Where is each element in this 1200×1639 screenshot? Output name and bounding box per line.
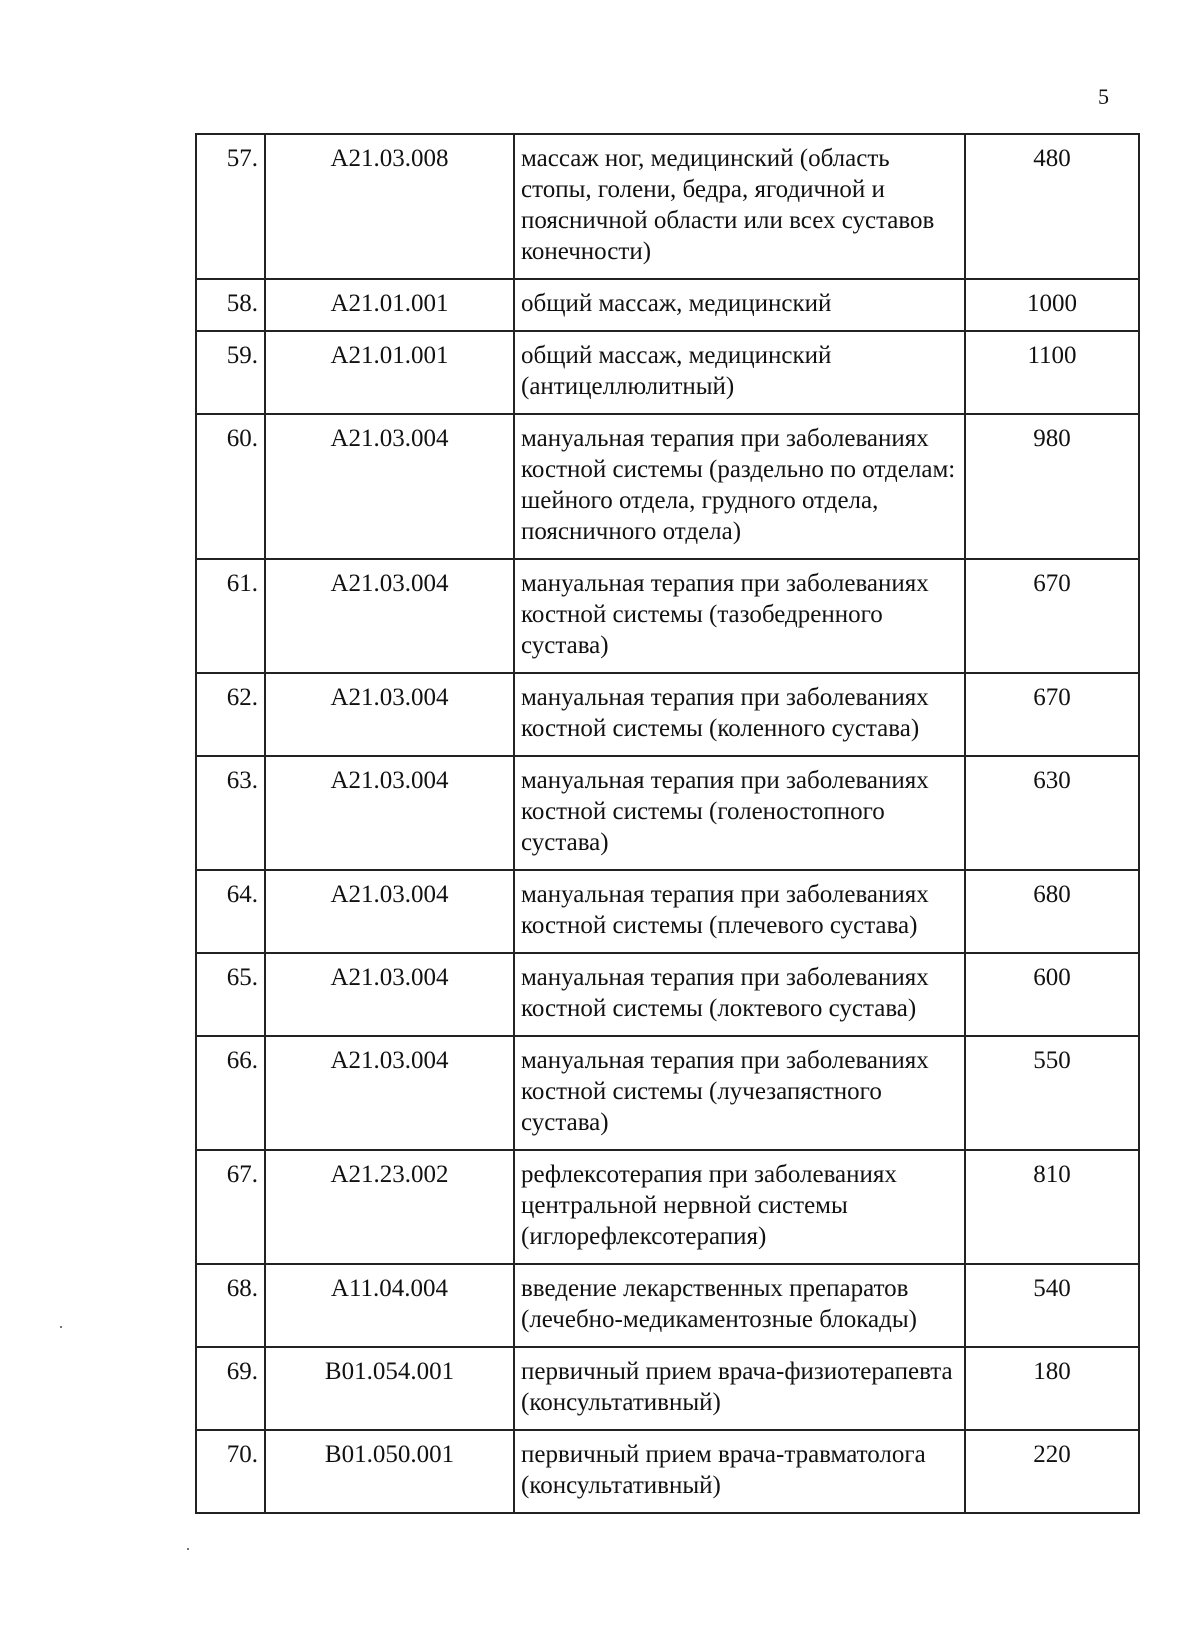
service-description: мануальная терапия при заболеваниях костной системы (коленного сустава) <box>514 673 965 756</box>
service-code: A21.03.004 <box>265 673 514 756</box>
table-row <box>196 134 1139 279</box>
table-row <box>196 279 1139 331</box>
service-price: 600 <box>965 953 1139 1036</box>
service-description: мануальная терапия при заболеваниях костной системы (локтевого сустава) <box>514 953 965 1036</box>
row-number: 59. <box>196 331 265 414</box>
service-price: 670 <box>965 673 1139 756</box>
service-price: 220 <box>965 1430 1139 1513</box>
table-row <box>196 1347 1139 1430</box>
service-description: первичный прием врача-физиотерапевта (консультативный) <box>514 1347 965 1430</box>
service-price: 540 <box>965 1264 1139 1347</box>
service-price: 180 <box>965 1347 1139 1430</box>
service-description: мануальная терапия при заболеваниях костной системы (лучезапястного сустава) <box>514 1036 965 1150</box>
row-number: 65. <box>196 953 265 1036</box>
service-description: общий массаж, медицинский <box>514 279 965 331</box>
scan-speck <box>187 1548 189 1550</box>
table-row <box>196 756 1139 870</box>
row-number: 57. <box>196 134 265 279</box>
service-code: A21.03.004 <box>265 870 514 953</box>
service-code: A21.03.004 <box>265 414 514 559</box>
row-number: 62. <box>196 673 265 756</box>
service-code: B01.050.001 <box>265 1430 514 1513</box>
row-number: 70. <box>196 1430 265 1513</box>
table-row <box>196 953 1139 1036</box>
service-code: B01.054.001 <box>265 1347 514 1430</box>
row-number: 68. <box>196 1264 265 1347</box>
table-row <box>196 1430 1139 1513</box>
row-number: 60. <box>196 414 265 559</box>
service-code: A21.03.004 <box>265 953 514 1036</box>
table-row <box>196 414 1139 559</box>
service-code: A21.03.004 <box>265 1036 514 1150</box>
service-code: A21.01.001 <box>265 279 514 331</box>
service-code: A21.03.004 <box>265 559 514 673</box>
service-price: 670 <box>965 559 1139 673</box>
table-row <box>196 673 1139 756</box>
service-price: 1100 <box>965 331 1139 414</box>
row-number: 63. <box>196 756 265 870</box>
page-number: 5 <box>1098 84 1109 109</box>
service-description: мануальная терапия при заболеваниях костной системы (тазобедренного сустава) <box>514 559 965 673</box>
service-price: 680 <box>965 870 1139 953</box>
service-description: мануальная терапия при заболеваниях костной системы (плечевого сустава) <box>514 870 965 953</box>
table-row <box>196 870 1139 953</box>
service-description: мануальная терапия при заболеваниях костной системы (раздельно по отделам: шейного отдела, грудного отдела, поясничного отдела) <box>514 414 965 559</box>
service-code: A21.03.004 <box>265 756 514 870</box>
service-code: A21.01.001 <box>265 331 514 414</box>
service-description: массаж ног, медицинский (область стопы, голени, бедра, ягодичной и поясничной области или всех суставов конечности) <box>514 134 965 279</box>
row-number: 66. <box>196 1036 265 1150</box>
service-code: A11.04.004 <box>265 1264 514 1347</box>
row-number: 64. <box>196 870 265 953</box>
service-price: 810 <box>965 1150 1139 1264</box>
row-number: 61. <box>196 559 265 673</box>
service-price: 630 <box>965 756 1139 870</box>
service-price: 550 <box>965 1036 1139 1150</box>
table-row <box>196 559 1139 673</box>
service-price: 980 <box>965 414 1139 559</box>
service-description: мануальная терапия при заболеваниях костной системы (голеностопного сустава) <box>514 756 965 870</box>
row-number: 69. <box>196 1347 265 1430</box>
table-row <box>196 331 1139 414</box>
service-description: общий массаж, медицинский (антицеллюлитный) <box>514 331 965 414</box>
table-row <box>196 1150 1139 1264</box>
service-description: введение лекарственных препаратов (лечебно-медикаментозные блокады) <box>514 1264 965 1347</box>
service-code: A21.23.002 <box>265 1150 514 1264</box>
service-price: 480 <box>965 134 1139 279</box>
row-number: 58. <box>196 279 265 331</box>
service-price: 1000 <box>965 279 1139 331</box>
service-code: A21.03.008 <box>265 134 514 279</box>
service-description: рефлексотерапия при заболеваниях центральной нервной системы (иглорефлексотерапия) <box>514 1150 965 1264</box>
table-row <box>196 1264 1139 1347</box>
scan-speck <box>60 1326 62 1328</box>
services-price-table <box>195 133 1140 1514</box>
table-row <box>196 1036 1139 1150</box>
row-number: 67. <box>196 1150 265 1264</box>
service-description: первичный прием врача-травматолога (консультативный) <box>514 1430 965 1513</box>
